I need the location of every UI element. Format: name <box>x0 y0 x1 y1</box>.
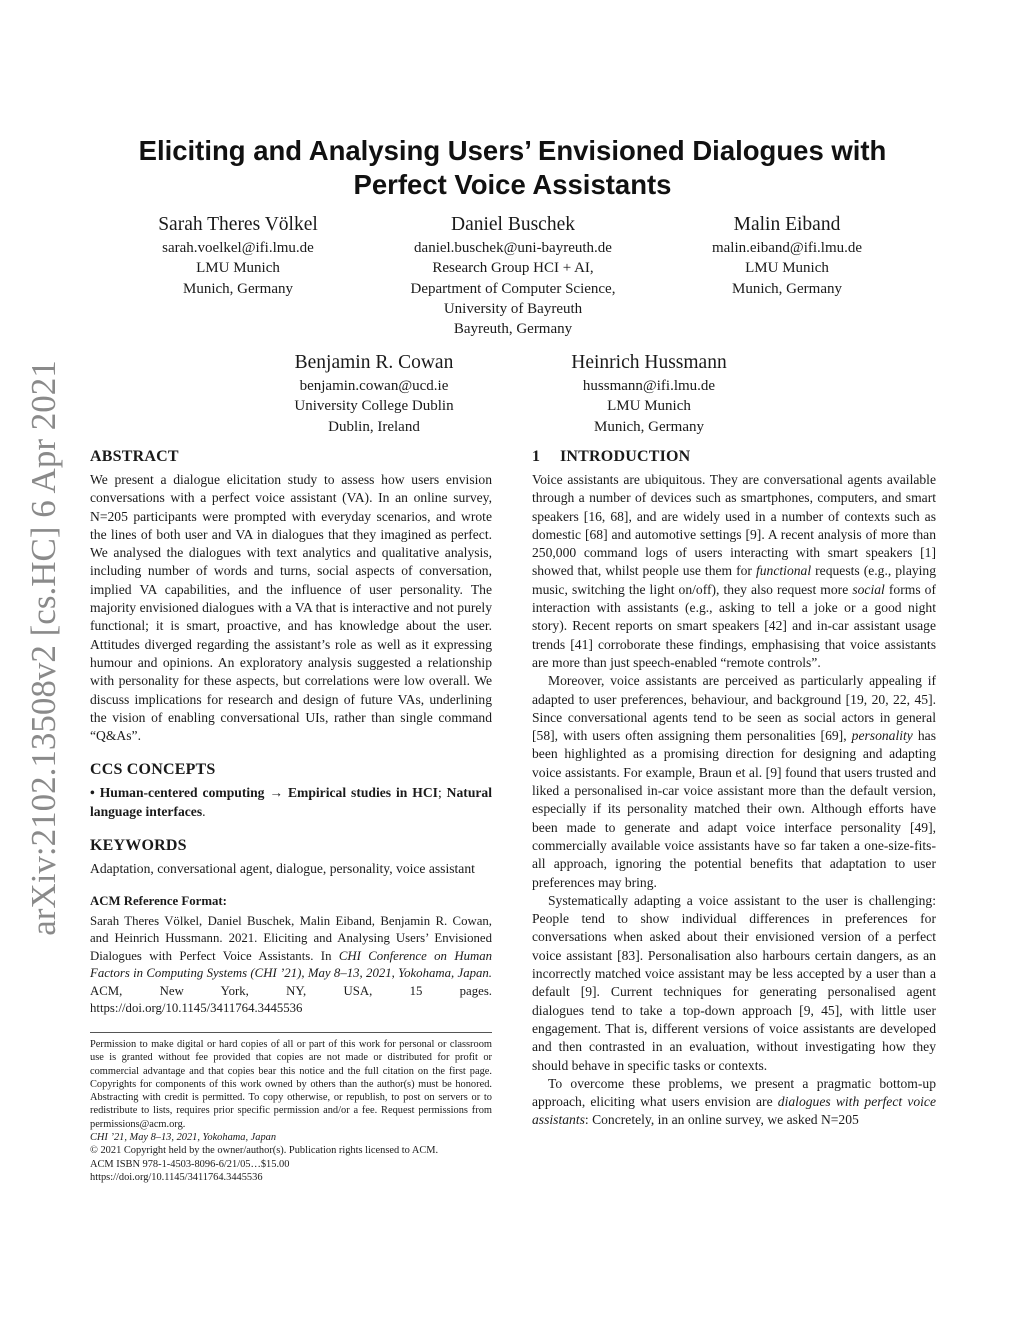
text-run: Moreover, voice assistants are perceived as particularly appealing if adapted to user preferences, behaviour, and background [19, 20, 22, 45]. Since conversational agents tend to be seen as social actors in general [58], with users often assigning them personalities [69], <box>532 673 936 744</box>
abstract-heading: ABSTRACT <box>90 448 179 465</box>
author-name: Heinrich Hussmann <box>571 352 727 373</box>
ccs-separator: ; <box>437 785 442 801</box>
emphasis: functional <box>755 563 812 579</box>
isbn-line: ACM ISBN 978-1-4503-8096-6/21/05…$15.00 <box>90 1158 290 1170</box>
author-email: hussmann@ifi.lmu.de <box>582 378 716 394</box>
section-number: 1 <box>532 448 541 465</box>
author-block-1 <box>118 212 358 299</box>
acm-reference-text <box>90 913 492 1018</box>
acm-reference-authors: Sarah Theres Völkel, Daniel Buschek, Malin Eiband, Benjamin R. Cowan, and Heinrich Hussmann. 2021. Eliciting and Analysing Users’ Envisioned Dialogues with Perfect Voice Assistants. In <box>90 913 492 963</box>
author-name: Malin Eiband <box>733 214 841 235</box>
emphasis: personality <box>851 728 913 744</box>
permission-block <box>90 1038 492 1184</box>
author-email: daniel.buschek@uni-bayreuth.de <box>414 240 612 256</box>
emphasis: social <box>852 581 885 597</box>
arrow-icon: → <box>269 785 284 801</box>
bullet-glyph: • <box>90 785 95 801</box>
copyright-line: © 2021 Copyright held by the owner/author(s). Publication rights licensed to ACM. <box>90 1145 439 1157</box>
author-affiliation: LMU Munich <box>607 398 691 415</box>
author-email: sarah.voelkel@ifi.lmu.de <box>162 240 314 256</box>
author-location: Munich, Germany <box>732 280 842 297</box>
abstract-text: We present a dialogue elicitation study to assess how users envision conversations with a perfect voice assistant (VA). In an online survey, N=205 participants were prompted with everyday scenarios, and wrote the lines of both user and VA in dialogues that they imagined as perfect. We analysed the dialogues with text analytics and qualitative analysis, including number of words and turns, social aspects of conversation, implied VA capabilities, and the influence of user personality. The majority envisioned dialogues with a VA that is interactive and not purely functional; it is smart, proactive, and has knowledge about the user. Attitudes diverged regarding the assistant’s role as well as it expressing humour and opinions. An exploratory analysis suggested a relationship with personality for these aspects, but correlations were low overall. We discuss implications for research and design of future VAs, underlining the vision of enabling conversational UIs, rather than single command “Q&As”. <box>90 472 492 744</box>
emphasis: dialogues with perfect voice assistants <box>532 1094 936 1128</box>
author-location: Dublin, Ireland <box>328 418 420 435</box>
keywords-heading: KEYWORDS <box>90 837 187 855</box>
doi-line: https://doi.org/10.1145/3411764.3445536 <box>90 1171 263 1183</box>
acm-reference-heading: ACM Reference Format: <box>90 894 227 909</box>
text-run: : Concretely, in an online survey, we asked N=205 <box>584 1112 859 1128</box>
ccs-heading: CCS CONCEPTS <box>90 761 216 779</box>
introduction-heading <box>532 446 936 468</box>
author-email: benjamin.cowan@ucd.ie <box>299 378 449 394</box>
intro-paragraph-2 <box>532 672 936 892</box>
text-run: has been highlighted as a promising direction for designing and adapting voice assistants. For example, Braun et al. [9] found that users trusted and liked a personalised in-car voice assistant more than the default version, especially if its personality matched their own. Although efforts have been made to generate and adapt voice interface personality [49], commercially available voice assistants have so far taken a one-size-fits-all approach, ignoring the potential benefits that adaptation to user preferences may bring. <box>532 728 936 890</box>
author-block-3 <box>667 212 907 299</box>
intro-paragraph-1 <box>532 471 936 672</box>
keywords-text: Adaptation, conversational agent, dialogue, personality, voice assistant <box>90 861 475 877</box>
author-email: malin.eiband@ifi.lmu.de <box>711 240 863 256</box>
author-name: Sarah Theres Völkel <box>158 214 318 235</box>
author-name: Daniel Buschek <box>450 214 575 235</box>
author-block-2 <box>383 212 643 339</box>
ccs-concept: Human-centered computing <box>99 785 265 801</box>
author-location: Munich, Germany <box>594 418 704 435</box>
author-affiliation: Department of Computer Science, <box>410 280 616 297</box>
intro-paragraph-3: Systematically adapting a voice assistant to the user is challenging: People tend to show individual differences in preferences for conversations when asked about their envisioned version of a perfect voice assistant [83]. Personalisation also harbours certain dangers, as an incorrectly matched voice assistant may be less accepted by a user than a default [9]. Current techniques for generating personalised agent dialogues tend to take a top-down approach [9, 45], with little user engagement. That is, different versions of voice assistants are developed and then contrasted in an evaluation, without investigating how they should behave in specific tasks or contexts. <box>532 892 936 1073</box>
text-run: Voice assistants are ubiquitous. They are conversational agents available through a number of devices such as smartphones, computers, and smart speakers [16, 68], and are widely used in a number of contexts such as domestic [68] and automotive settings [9]. A recent analysis of more than 250,000 command logs of users interacting with smart speakers [1] showed that, whilst people use them for <box>532 472 936 579</box>
right-column <box>532 446 936 1130</box>
paper-title <box>90 134 935 202</box>
author-block-5 <box>529 350 769 437</box>
acm-reference-publisher: ACM, New York, NY, USA, 15 pages. https://doi.org/10.1145/3411764.3445536 <box>90 983 492 1016</box>
text-run: requests (e.g., playing music, switching the light on/off), they also request more <box>532 563 937 597</box>
left-column <box>90 446 492 1018</box>
footnote-divider <box>90 1032 492 1033</box>
permission-text: Permission to make digital or hard copies of all or part of this work for personal or classroom use is granted without fee provided that copies are not made or distributed for profit or commercial advantage and that copies bear this notice and the full citation on the first page. Copyrights for components of this work owned by others than the author(s) must be honored. Abstracting with credit is permitted. To copy otherwise, or republish, to post on servers or to redistribute to lists, requires prior specific permission and/or a fee. Request permissions from permissions@acm.org. <box>90 1039 492 1130</box>
acm-reference-venue: CHI Conference on Human Factors in Computing Systems (CHI ’21), May 8–13, 2021, Yokohama, Japan. <box>90 948 493 981</box>
section-title: INTRODUCTION <box>560 448 691 465</box>
arxiv-sidebar-stamp: arXiv:2102.13508v2 [cs.HC] 6 Apr 2021 <box>24 360 63 936</box>
ccs-concept: Empirical studies in HCI <box>287 785 438 801</box>
author-affiliation: University College Dublin <box>294 398 454 415</box>
title-line-1: Eliciting and Analysing Users’ Envisioned Dialogues with <box>138 135 887 166</box>
title-line-2: Perfect Voice Assistants <box>353 169 672 200</box>
ccs-end: . <box>202 803 206 819</box>
author-location: Bayreuth, Germany <box>453 321 573 338</box>
author-location: Munich, Germany <box>183 280 293 297</box>
author-block-4 <box>254 350 494 437</box>
ccs-concepts <box>90 784 492 821</box>
conference-line: CHI ’21, May 8–13, 2021, Yokohama, Japan <box>90 1132 277 1144</box>
author-affiliation: LMU Munich <box>196 260 280 277</box>
text-run: forms of interaction with assistants (e.g., asking to tell a joke or a good night story). Recent reports on smart speakers [42] and in-car assistant usage trends [41] corroborate these findings, emphasising that voice assistants are more than just speech-enabled “remote controls”. <box>532 581 937 670</box>
intro-paragraph-4 <box>532 1075 936 1130</box>
author-name: Benjamin R. Cowan <box>294 352 454 373</box>
author-affiliation: LMU Munich <box>745 260 829 277</box>
text-run: To overcome these problems, we present a pragmatic bottom-up approach, eliciting what users envision are <box>532 1075 936 1110</box>
ccs-concept: Natural language interfaces <box>90 785 492 819</box>
author-affiliation: Research Group HCI + AI, <box>432 260 594 277</box>
author-affiliation: University of Bayreuth <box>443 300 583 317</box>
